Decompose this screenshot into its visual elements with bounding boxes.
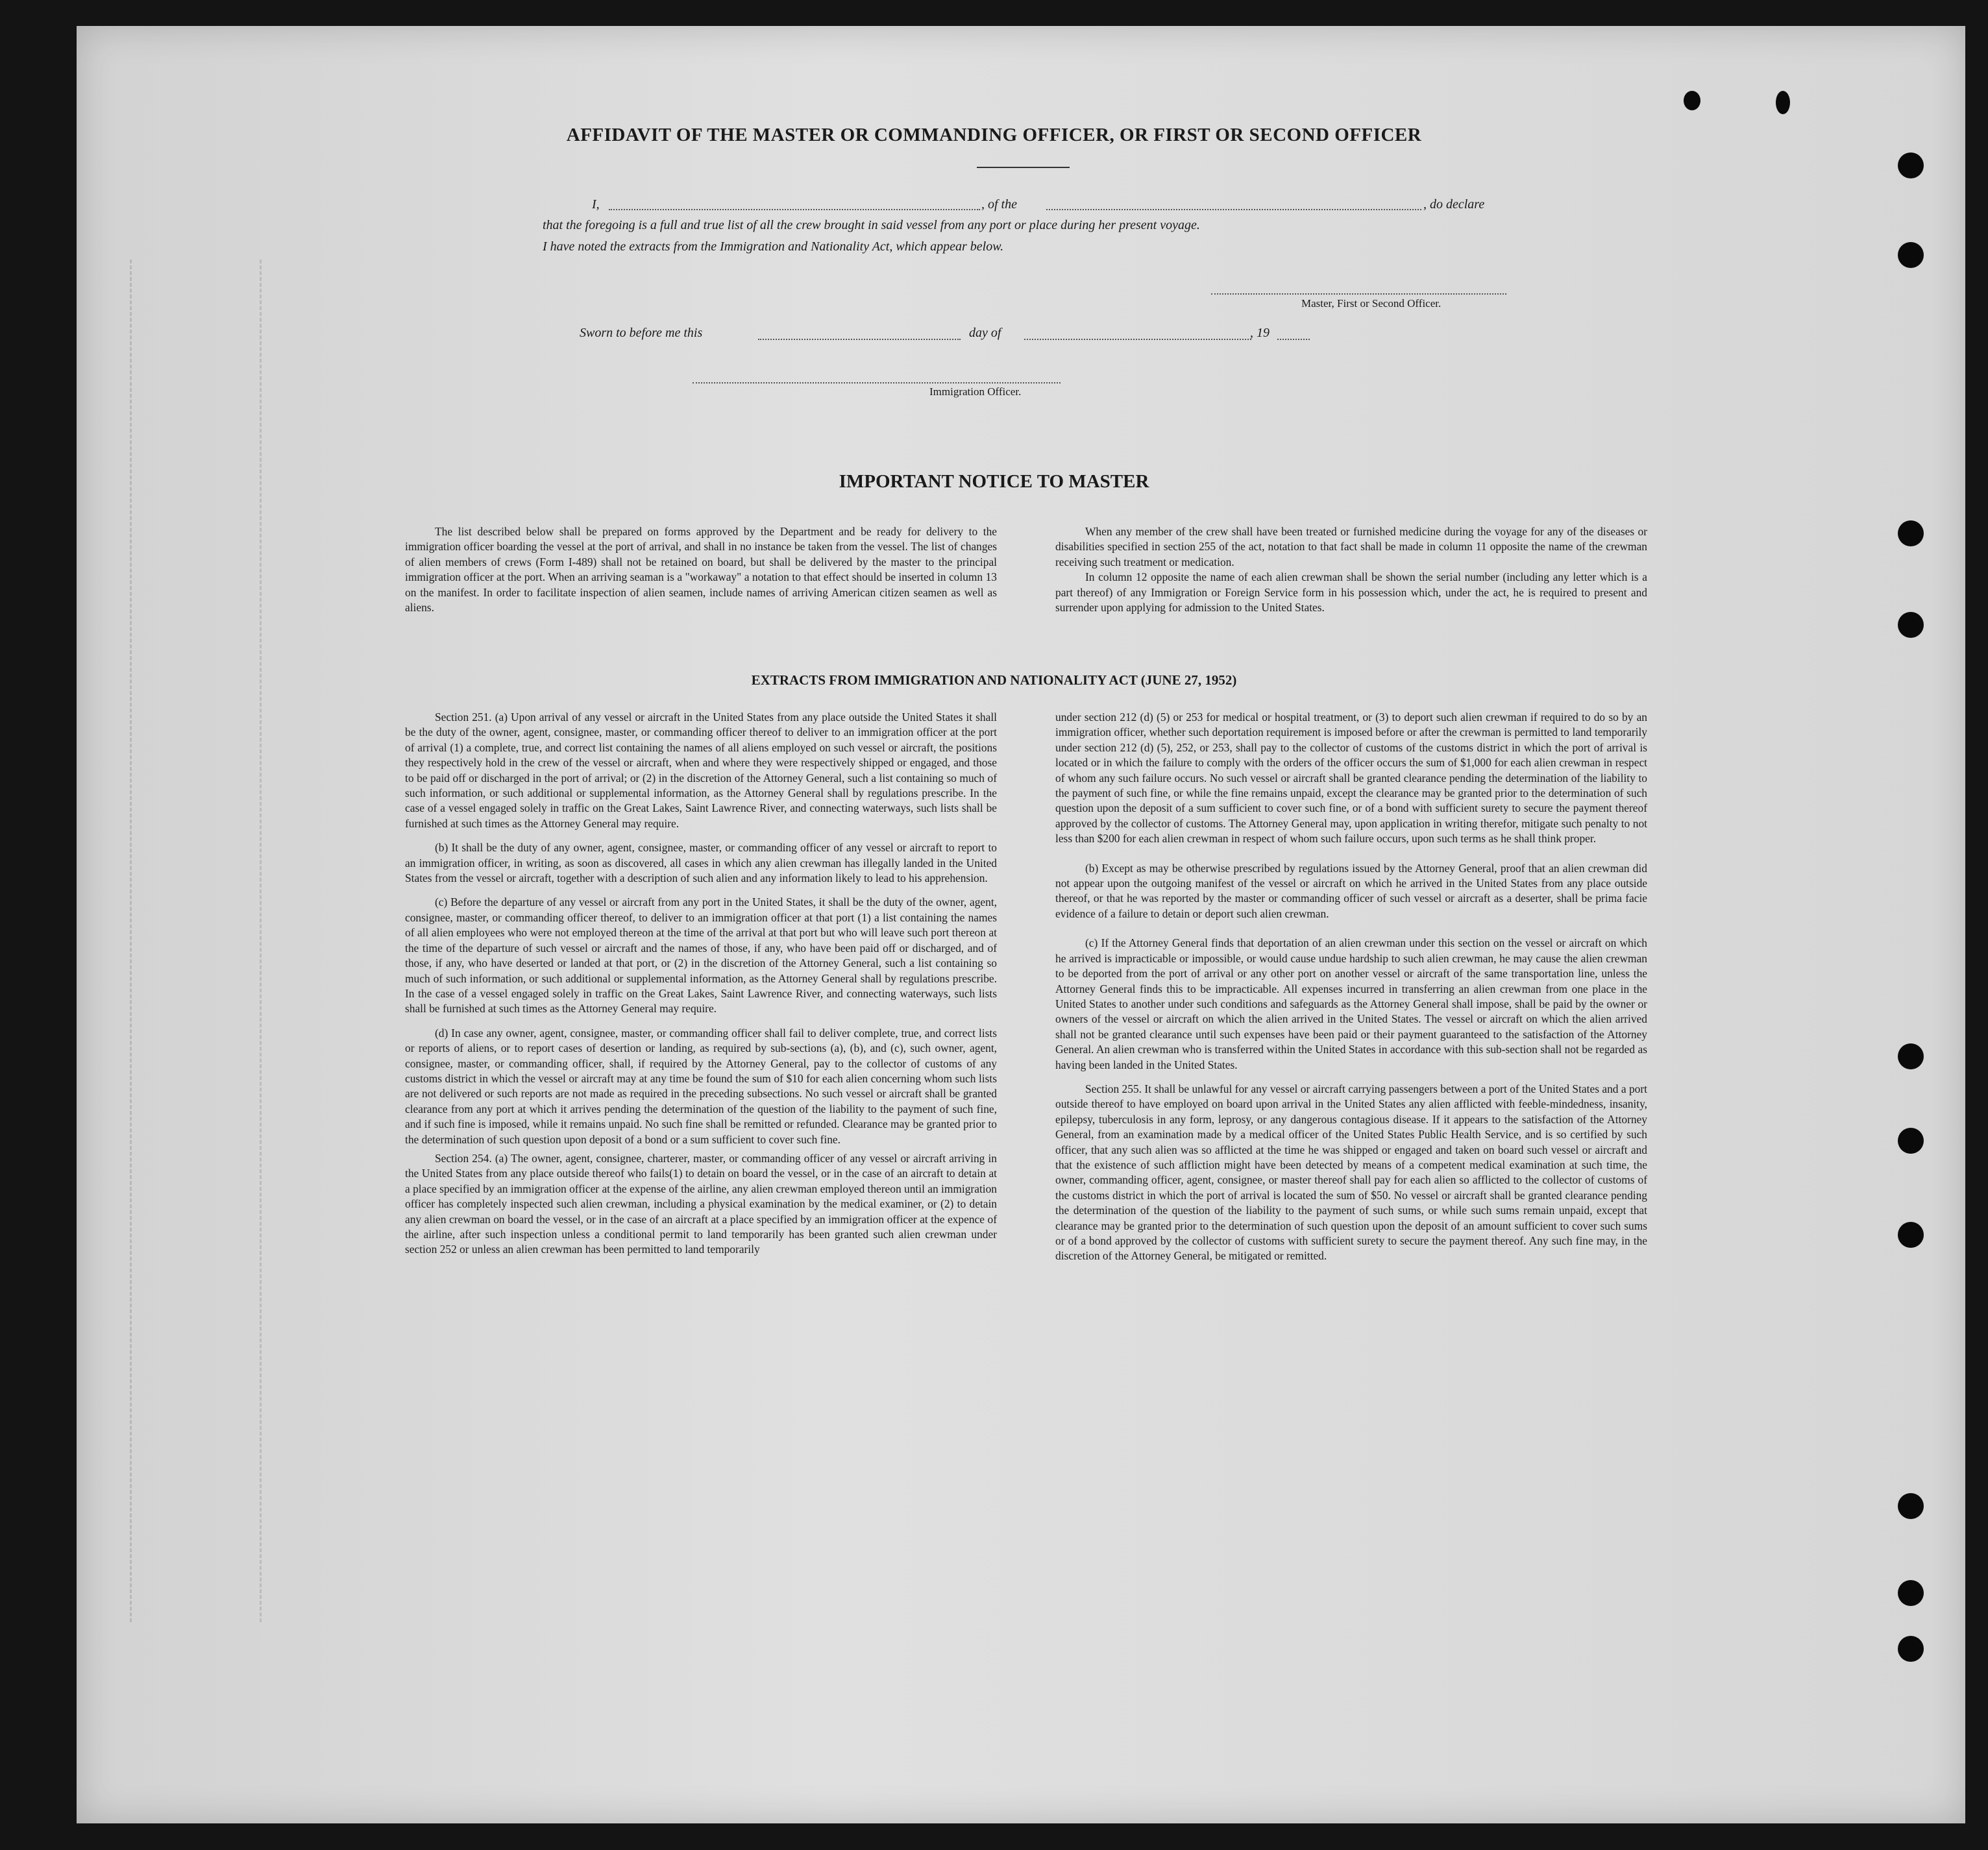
- sworn-day-blank[interactable]: [758, 339, 961, 340]
- notice-title: IMPORTANT NOTICE TO MASTER: [839, 471, 1149, 492]
- notice-left-column: [405, 524, 997, 615]
- section-254-a-continued: under section 212 (d) (5) or 253 for medical or hospital treatment, or (3) to deport such alien crewman if required to do so by an immigration officer, whether such deportation requirement is imposed before or after the crewman is permitted to land temporarily under section 212 (d) (5), 252, or 253, shall pay to the collector of customs of the customs district in which the port of arrival is located or in which the failure to comply with the orders of the officer occurs the sum of $1,000 for each alien crewman in respect of whom any such failure occurs. No such vessel or aircraft shall be granted clearance pending the determination of the liability to the payment of such fine, or while the fine remains unpaid, except the clearance may be granted prior to the determination of such question upon the deposit of a sum sufficient to cover such fine, or of a bond with sufficient surety to secure the payment thereof approved by the collector of customs. The Attorney General may, upon application in writing therefor, mitigate such penalty to not less than $200 for each alien crewman in respect of whom such failure occurs, upon such terms as he shall think proper.: [1055, 711, 1647, 846]
- declaration-of-the: , of the: [981, 197, 1017, 212]
- bleed-through-column: [260, 260, 288, 1622]
- notice-right-paragraph-2: In column 12 opposite the name of each alien crewman shall be shown the serial number (including any letter which is a part thereof) of any Immigration or Foreign Service form in his possession which, under the act, he is required to present and surrender upon applying for admission to the United States.: [1055, 570, 1647, 615]
- section-251-c: (c) Before the departure of any vessel or aircraft from any port in the United States, it shall be the duty of the owner, agent, consignee, master, or commanding officer thereof, to deliver to an immigration officer at that port (1) a list containing the names of all alien employees who were not employed thereon at the time of the arrival at that port but who will leave such port thereon at the time of the departure of such vessel or aircraft and the names of those, if any, who have been paid off or discharged, and of those, if any, who have deserted or landed at that port, or (2) in the discretion of the Attorney General, such a list containing so much of such information, or such additional or supplemental information, as the Attorney General shall by regulations prescribe. In the case of a vessel engaged solely in traffic on the Great Lakes, Saint Lawrence River, and connecting waterways, such lists shall be furnished at such times as the Attorney General may require.: [405, 895, 997, 1016]
- affidavit-title: AFFIDAVIT OF THE MASTER OR COMMANDING OFFICER, OR FIRST OR SECOND OFFICER: [566, 125, 1422, 145]
- declaration-line-3: I have noted the extracts from the Immigration and Nationality Act, which appear below.: [543, 239, 1004, 254]
- binder-hole: [1898, 1043, 1924, 1069]
- declaration-line-2: that the foregoing is a full and true list of all the crew brought in said vessel from any port or place during her present voyage.: [543, 218, 1200, 232]
- section-251-d: (d) In case any owner, agent, consignee, master, or commanding officer shall fail to deliver complete, true, and correct lists or reports of aliens, or to report cases of desertion or landing, as required by sub-sections (a), (b), and (c), such owner, agent, consignee, master, or commanding officer, shall, if required by the Attorney General, pay to the collector of customs of any customs district in which the vessel or aircraft may at any time be found the sum of $10 for each alien concerning whom such lists are not delivered or such reports are not made as required in the preceding subsections. No such vessel or aircraft shall be granted clearance from any port at which it arrives pending the determination of the question of the liability to the payment of such fine, and if such fine is imposed, while it remains unpaid. No such fine shall be remitted or refunded. Clearance may be granted prior to the determination of such question upon deposit of a bond or a sum sufficient to cover such fine.: [405, 1026, 997, 1146]
- binder-hole: [1776, 91, 1790, 114]
- binder-hole: [1898, 1493, 1924, 1519]
- section-254-b: (b) Except as may be otherwise prescribed by regulations issued by the Attorney General, proof that an alien crewman did not appear upon the outgoing manifest of the vessel or aircraft on which he arrived in the United States from any place outside thereof, or that he was reported by the master or commanding officer of such vessel or aircraft as a deserter, shall be prima facie evidence of a failure to detain or deport such alien crewman.: [1055, 861, 1647, 920]
- title-rule: [977, 167, 1070, 168]
- binder-hole: [1898, 242, 1924, 268]
- notice-right-column: [1055, 524, 1647, 615]
- extracts-title: EXTRACTS FROM IMMIGRATION AND NATIONALITY ACT (JUNE 27, 1952): [751, 672, 1237, 688]
- binder-hole: [1898, 612, 1924, 638]
- notice-right-paragraph-1: When any member of the crew shall have been treated or furnished medicine during the voyage for any of the diseases or disabilities specified in section 255 of the act, notation to that fact shall be made in column 11 opposite the name of the crewman receiving such treatment or medication.: [1055, 525, 1647, 568]
- extracts-right-column: [1055, 710, 1647, 1264]
- binder-hole: [1684, 91, 1700, 110]
- immigration-officer-label: Immigration Officer.: [929, 385, 1022, 398]
- sworn-day-of: day of: [969, 326, 1001, 340]
- binder-hole: [1898, 1580, 1924, 1606]
- binder-hole: [1898, 1222, 1924, 1248]
- declaration-do-declare: , do declare: [1423, 197, 1485, 212]
- master-signature-line[interactable]: [1211, 293, 1506, 295]
- binder-hole: [1898, 520, 1924, 546]
- section-251-b: (b) It shall be the duty of any owner, agent, consignee, master, or commanding officer of any vessel or aircraft to report to an immigration officer, in writing, as soon as discovered, all cases in which any alien crewman has illegally landed in the United States from the vessel or aircraft, together with a description of such alien and any information likely to lead to his apprehension.: [405, 841, 997, 885]
- binder-hole: [1898, 152, 1924, 178]
- immigration-officer-line[interactable]: [693, 382, 1061, 383]
- declaration-i: I,: [592, 197, 600, 212]
- vessel-blank[interactable]: [1046, 209, 1421, 210]
- sworn-year-blank[interactable]: [1277, 339, 1310, 340]
- binder-hole: [1898, 1636, 1924, 1662]
- sworn-year: , 19: [1250, 326, 1270, 340]
- extracts-left-column: [405, 710, 997, 1258]
- section-254-c: (c) If the Attorney General finds that deportation of an alien crewman under this section on the vessel or aircraft on which he arrived is impracticable or impossible, or would cause undue hardship to such alien crewman, he may cause the alien crewman to be deported from the port of arrival or any other port on another vessel or aircraft of the same transportation line, unless the Attorney General finds this to be impracticable. All expenses incurred in transferring an alien crewman from one place in the United States to another under such conditions and safeguards as the Attorney General shall impose, shall be paid by the owner or owners of the vessel or aircraft on which the alien arrived in the United States. The vessel or aircraft on which the alien arrived shall not be granted clearance until such expenses have been paid or their payment guaranteed to the satisfaction of the Attorney General. An alien crewman who is transferred within the United States in accordance with this sub-section shall not be regarded as having been landed in the United States.: [1055, 936, 1647, 1071]
- document-page: [77, 26, 1965, 1823]
- section-254-a: Section 254. (a) The owner, agent, consignee, charterer, master, or commanding officer of any vessel or aircraft arriving in the United States from any place outside thereof who fails(1) to detain on board the vessel, or in the case of an aircraft to detain at a place specified by an immigration officer at the expense of the airline, any alien crewman employed thereon until an immigration officer has completely inspected such alien crewman, including a physical examination by the medical examiner, or (2) to detain any alien crewman on board the vessel, or in the case of an aircraft at a place specified by an immigration officer at the expence of the airline, after such inspection unless a conditional permit to land temporarily has been granted such alien crewman under section 252 or unless an alien crewman has been permitted to land temporarily: [405, 1151, 997, 1256]
- sworn-label: Sworn to before me this: [580, 326, 703, 340]
- notice-left-paragraph: The list described below shall be prepared on forms approved by the Department and be ready for delivery to the immigration officer boarding the vessel at the port of arrival, and shall in no instance be taken from the vessel. The list of changes of alien members of crews (Form I-489) shall not be retained on board, but shall be delivered by the master to the principal immigration officer at the port. When an arriving seaman is a "workaway" a notation to that effect should be inserted in column 13 on the manifest. In order to facilitate inspection of alien seamen, include names of arriving American citizen seamen as well as aliens.: [405, 525, 997, 615]
- section-255: Section 255. It shall be unlawful for any vessel or aircraft carrying passengers between a port of the United States and a port outside thereof to have employed on board upon arrival in the United States any alien afflicted with feeble-mindedness, insanity, epilepsy, tuberculosis in any form, leprosy, or any dangerous contagious disease. If it appears to the satisfaction of the Attorney General, from an examination made by a medical officer of the United States Public Health Service, and is so certified by such officer, that any such alien was so afflicted at the time he was shipped or engaged and taken on board such vessel or aircraft and that the existence of such affliction might have been detected by means of a competent medical examination at such time, the owner, commanding officer, agent, consignee, or master thereof shall pay for each alien so afflicted to the collector of customs of the customs district in which the port of arrival is located the sum of $50. No vessel or aircraft shall be granted clearance pending the determination of the question of the liability to the payment of such sums, or while such sums remain unpaid, except that clearance may be granted prior to the determination of such question upon the deposit of an amount sufficient to cover such sums or of a bond approved by the collector of customs with sufficient surety to secure the payment thereof. Any such fine may, in the discretion of the Attorney General, be mitigated or remitted.: [1055, 1082, 1647, 1263]
- section-251-a: Section 251. (a) Upon arrival of any vessel or aircraft in the United States from any place outside the United States it shall be the duty of the owner, agent, consignee, master, or commanding officer thereof to deliver to an immigration officer at the port of arrival (1) a complete, true, and correct list containing the names of all aliens employed on such vessel or aircraft, the positions they respectively hold in the crew of the vessel or aircraft, when and where they were respectively shipped or engaged, and those to be paid off or discharged in the port of arrival; or (2) in the discretion of the Attorney General, such a list containing so much of such information, or such additional or supplemental information, as the Attorney General shall by regulations prescribe. In the case of a vessel engaged solely in traffic on the Great Lakes, Saint Lawrence River, and connecting waterways, such lists shall be furnished at such times as the Attorney General may require.: [405, 711, 997, 830]
- bleed-through-column: [130, 260, 236, 1622]
- binder-hole: [1898, 1128, 1924, 1154]
- master-signature-label: Master, First or Second Officer.: [1301, 297, 1442, 310]
- sworn-month-blank[interactable]: [1024, 339, 1251, 340]
- name-blank[interactable]: [609, 209, 980, 210]
